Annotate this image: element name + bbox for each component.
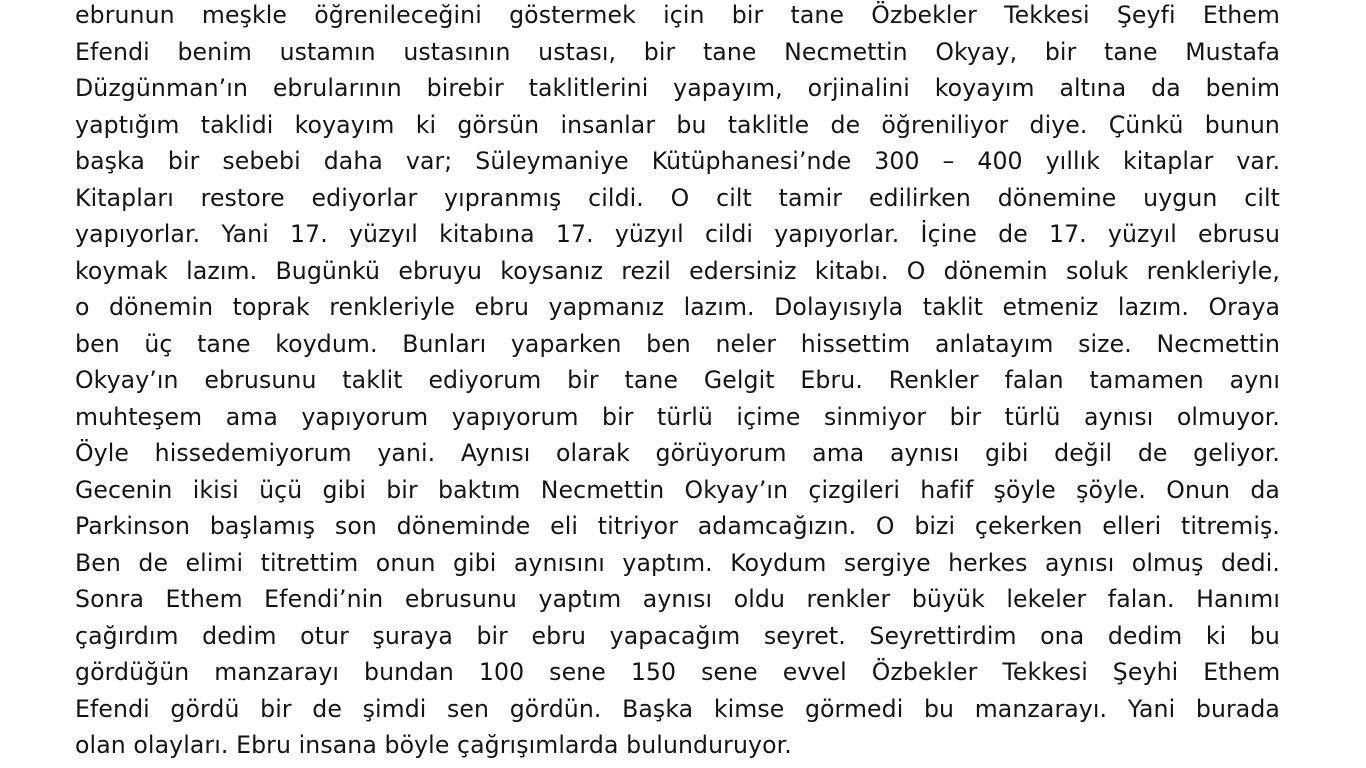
body-paragraph	[75, 0, 1280, 764]
text-line: Efendi benim ustamın ustasının ustası, bir tane Necmettin Okyay, bir tane Mustafa	[75, 37, 1280, 66]
text-line: o dönemin toprak renkleriyle ebru yapmanız lazım. Dolayısıyla taklit etmeniz lazım. Oraya	[75, 293, 1281, 321]
text-line: koymak lazım. Bugünkü ebruyu koysanız rezil edersiniz kitabı. O dönemin soluk renkleriyle,	[75, 256, 1280, 285]
text-line: muhteşem ama yapıyorum yapıyorum bir türlü içime sinmiyor bir türlü aynısı olmuyor.	[75, 402, 1280, 431]
text-line: ebrunun meşkle öğrenileceğini göstermek için bir tane Özbekler Tekkesi Şeyfi Ethem	[75, 1, 1280, 29]
text-line: ben üç tane koydum. Bunları yaparken ben neler hissettim anlatayım size. Necmettin	[75, 329, 1280, 358]
text-line: Öyle hissedemiyorum yani. Aynısı olarak görüyorum ama aynısı gibi değil de geliyor.	[75, 439, 1280, 467]
text-line: Okyay’ın ebrusunu taklit ediyorum bir tane Gelgit Ebru. Renkler falan tamamen aynı	[75, 366, 1280, 394]
text-line: Ben de elimi titrettim onun gibi aynısını yaptım. Koydum sergiye herkes aynısı olmuş dedi.	[75, 548, 1280, 577]
text-line: Gecenin ikisi üçü gibi bir baktım Necmettin Okyay’ın çizgileri hafif şöyle şöyle. Onun da	[75, 475, 1280, 504]
text-line: Düzgünman’ın ebrularının birebir taklitlerini yapayım, orjinalini koyayım altına da benim	[75, 74, 1281, 102]
text-line: Efendi gördü bir de şimdi sen gördün. Başka kimse görmedi bu manzarayı. Yani burada	[75, 694, 1280, 723]
text-line: yaptığım taklidi koyayım ki görsün insanlar bu taklitle de öğreniliyor diye. Çünkü bunun	[75, 110, 1280, 139]
text-line: Kitapları restore ediyorlar yıpranmış cildi. O cilt tamir edilirken dönemine uygun cilt	[75, 183, 1280, 212]
text-line: Parkinson başlamış son döneminde eli titriyor adamcağızın. O bizi çekerken elleri titremiş.	[75, 512, 1280, 540]
text-line: başka bir sebebi daha var; Süleymaniye Kütüphanesi’nde 300 – 400 yıllık kitaplar var.	[75, 147, 1281, 175]
text-line: yapıyorlar. Yani 17. yüzyıl kitabına 17. yüzyıl cildi yapıyorlar. İçine de 17. yüzyıl ebrusu	[75, 220, 1281, 248]
text-line: olan olayları. Ebru insana böyle çağrışımlarda bulunduruyor.	[75, 731, 792, 759]
text-line: çağırdım dedim otur şuraya bir ebru yapacağım seyret. Seyrettirdim ona dedim ki bu	[75, 621, 1280, 650]
text-line: gördüğün manzarayı bundan 100 sene 150 sene evvel Özbekler Tekkesi Şeyhi Ethem	[75, 658, 1281, 686]
text-line: Sonra Ethem Efendi’nin ebrusunu yaptım aynısı oldu renkler büyük lekeler falan. Hanımı	[75, 585, 1280, 613]
